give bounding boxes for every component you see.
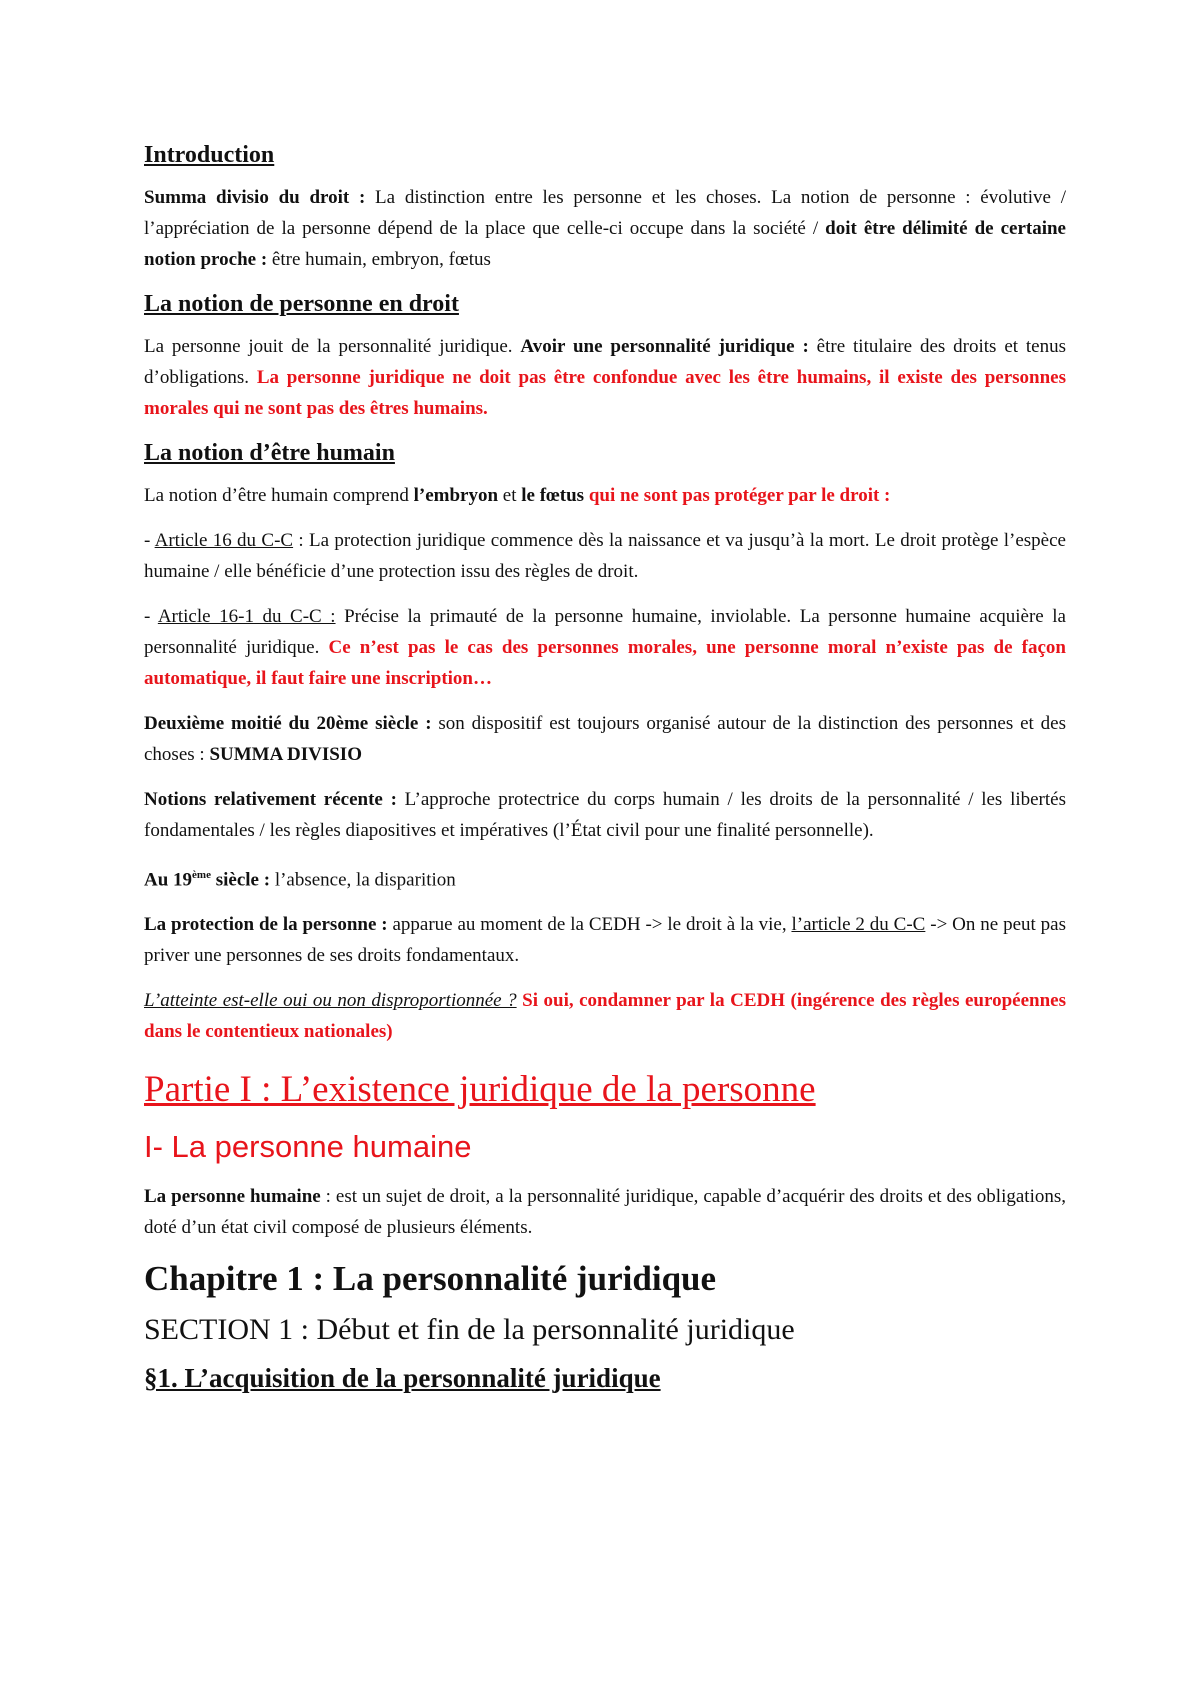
text: être titulaire des droits et tenus d’obligations. bbox=[144, 336, 1067, 388]
bold-text: Deuxième moitié du 20ème siècle : bbox=[144, 713, 432, 734]
text: La distinction entre les personne et les choses. La notion de personne : évolutive / l’appréciation de la personne dépend de la place que celle-ci occupe dans la société / bbox=[144, 187, 1066, 239]
text: Précise la primauté de la personne humaine, inviolable. La personne humaine acquière la personnalité juridique. bbox=[144, 606, 1066, 658]
label-summa-divisio: Summa divisio du droit : bbox=[144, 187, 366, 208]
italic-question: L’atteinte est-elle oui ou non disproportionnée ? bbox=[144, 990, 517, 1012]
paragraph-article-16-1 bbox=[144, 601, 1066, 694]
text: L’approche protectrice du corps humain / les droits de la personnalité / les libertés fondamentales / les règles diapositives et impératives (l’État civil pour une finalité personnelle). bbox=[144, 789, 1066, 841]
dash: - bbox=[144, 606, 158, 627]
article-reference: Article 16 du C-C bbox=[154, 530, 294, 551]
heading-notion-personne: La notion de personne en droit bbox=[144, 291, 459, 317]
paragraph-atteinte bbox=[144, 985, 1066, 1047]
text: et bbox=[498, 485, 522, 506]
red-emphasis: Si oui, condamner par la CEDH (ingérence des règles européennes dans le contentieux nationales) bbox=[144, 990, 1066, 1043]
bold-text: La protection de la personne : bbox=[144, 914, 388, 936]
text: être humain, embryon, fœtus bbox=[267, 249, 491, 270]
paragraph-personne-humaine bbox=[144, 1181, 1066, 1243]
paragraph-notions-recentes bbox=[144, 784, 1066, 846]
text: l’absence, la disparition bbox=[270, 869, 456, 891]
bold-text: le fœtus bbox=[521, 485, 585, 506]
heading-paragraphe-1: §1. L’acquisition de la personnalité juridique bbox=[144, 1363, 661, 1394]
paragraph-protection-personne bbox=[144, 909, 1066, 971]
paragraph-19eme-siecle bbox=[144, 860, 1066, 895]
article-reference: Article 16-1 du C-C : bbox=[157, 606, 336, 627]
article-reference: l’article 2 du C-C bbox=[791, 914, 926, 936]
heading-notion-humain: La notion d’être humain bbox=[144, 440, 395, 466]
paragraph-summa-divisio bbox=[144, 182, 1066, 275]
text: : est un sujet de droit, a la personnalité juridique, capable d’acquérir des droits et des obligations, doté d’un état civil composé de plusieurs éléments. bbox=[144, 1186, 1066, 1239]
bold-text: SUMMA DIVISIO bbox=[209, 744, 362, 765]
bold-text: siècle : bbox=[210, 869, 271, 891]
bold-text: doit être délimité de certaine notion proche : bbox=[144, 218, 1066, 270]
text: son dispositif est toujours organisé autour de la distinction des personnes et des choses : bbox=[144, 713, 1066, 765]
text: La personne jouit de la personnalité juridique. bbox=[144, 336, 521, 357]
red-emphasis: qui ne sont pas protéger par le droit : bbox=[584, 485, 891, 506]
bold-text: Au 19 bbox=[144, 869, 193, 891]
paragraph-personnalite bbox=[144, 331, 1066, 424]
bold-text: Avoir une personnalité juridique : bbox=[520, 336, 809, 357]
heading-chapitre-1: Chapitre 1 : La personnalité juridique bbox=[144, 1259, 717, 1299]
text: apparue au moment de la CEDH -> le droit à la vie, bbox=[387, 914, 792, 936]
heading-personne-humaine: I- La personne humaine bbox=[144, 1129, 472, 1165]
heading-section-1: SECTION 1 : Début et fin de la personnalité juridique bbox=[144, 1313, 795, 1347]
text: -> On ne peut pas priver une personnes de ses droits fondamentaux. bbox=[144, 914, 1066, 967]
bold-text: La personne humaine bbox=[144, 1186, 321, 1208]
heading-introduction: Introduction bbox=[144, 142, 275, 168]
bold-text: Notions relativement récente : bbox=[144, 789, 397, 810]
heading-partie-1: Partie I : L’existence juridique de la personne bbox=[144, 1069, 816, 1111]
red-emphasis: Ce n’est pas le cas des personnes morales, une personne moral n’existe pas de façon automatique, il faut faire une inscription… bbox=[144, 637, 1066, 689]
paragraph-article-16 bbox=[144, 525, 1066, 587]
dash: - bbox=[144, 530, 155, 551]
red-emphasis: La personne juridique ne doit pas être confondue avec les être humains, il existe des personnes morales qui ne sont pas des êtres humains. bbox=[144, 367, 1066, 419]
text: La notion d’être humain comprend bbox=[144, 485, 414, 506]
text: : La protection juridique commence dès la naissance et va jusqu’à la mort. Le droit protège l’espèce humaine / elle bénéficie d’une protection issu des règles de droit. bbox=[144, 530, 1066, 582]
bold-text: l’embryon bbox=[413, 485, 499, 506]
paragraph-20eme-siecle bbox=[144, 708, 1066, 770]
superscript: ème bbox=[192, 869, 211, 881]
paragraph-embryon-foetus bbox=[144, 480, 1066, 511]
